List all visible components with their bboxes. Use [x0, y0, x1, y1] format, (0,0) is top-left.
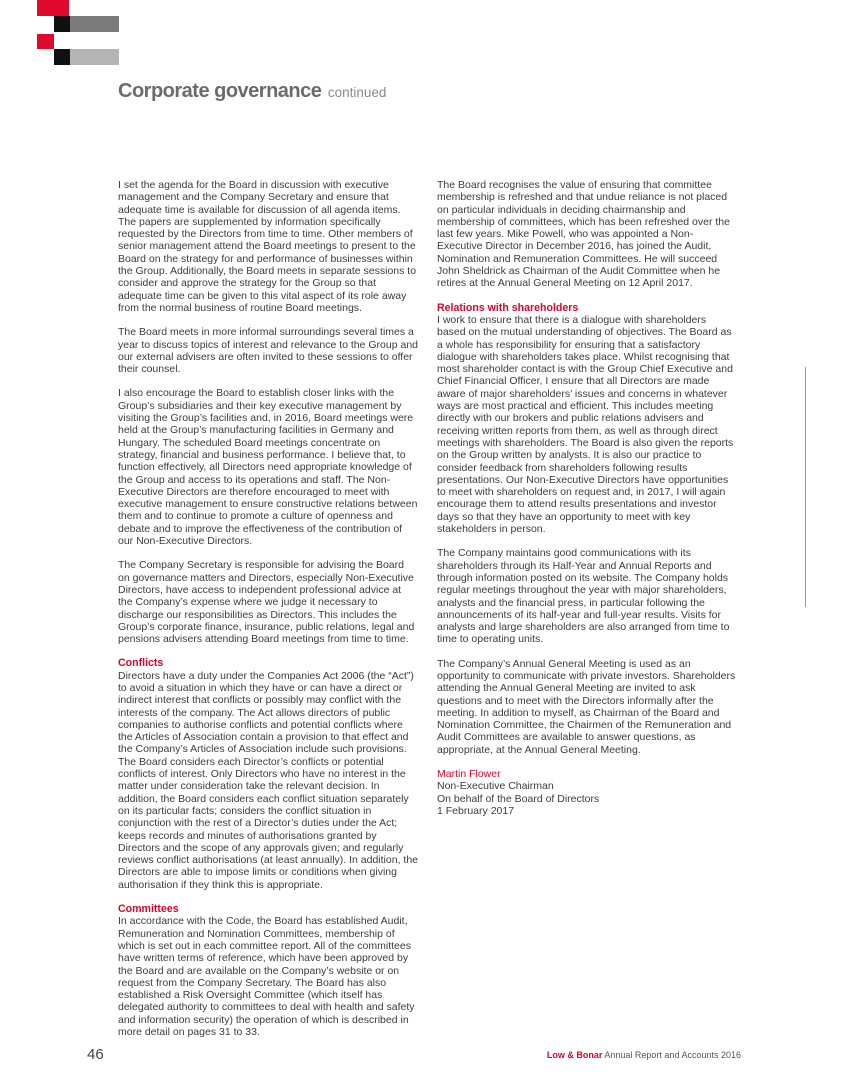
paragraph-committees: In accordance with the Code, the Board has established Audit, Remuneration and Nomination Committees, membership of which is set out in each committee report. All of the committees have written terms of reference, which have been approved by the Board and are available on the Company’s website or on request from the Company Secretary. The Board has also established a Risk Oversight Committee (which itself has delegated authority to committees to deal with health and safety and information security) the operation of which is described in more detail on pages 31 to 33. [118, 915, 415, 1038]
paragraph-informal-meetings: The Board meets in more informal surroundings several times a year to discuss topics of interest and relevance to the Group and our external advisers are often invited to these sessions to offer their counsel. [118, 326, 419, 376]
page-title-subtitle: continued [327, 85, 387, 100]
logo-bar-grey-top [70, 16, 119, 32]
paragraph-company-secretary: The Company Secretary is responsible for advising the Board on governance matters and Directors, especially Non-Executive Directors, have access to independent professional advice at the Company’s expense where we judge it necessary to discharge our responsibilities as Directors. This includes the Group’s corporate finance, insurance, public relations, legal and pensions advisers attending Board meetings from time to time. [118, 559, 415, 646]
logo-bar-grey-bottom [70, 49, 119, 65]
signature-role: Non-Executive Chairman [437, 780, 554, 793]
paragraph-agenda: I set the agenda for the Board in discussion with executive management and the Company Secretary and ensure that adequate time is available for discussion of all agenda items. The papers are supplemented by information specifically requested by the Directors from time to time. Other members of senior management attend the Board meetings to present to the Board on the strategy for and performance of businesses within the Group. Additionally, the Board meets in separate sessions to consider and approve the strategy for the Group so that adequate time can be given to this vital aspect of its role away from the normal business of routine Board meetings. [118, 179, 417, 314]
paragraph-communications: The Company maintains good communications with its shareholders through its Half-Year and Annual Reports and through information posted on its website. The Company holds regular meetings throughout the year with major shareholders, analysts and the financial press, in particular following the announcements of its half-year and full-year results. Visits for analysts and large shareholders are also arranged from time to time to operating units. [437, 547, 730, 646]
footer-report-title [547, 1050, 741, 1060]
footer-brand: Low & Bonar [546, 1050, 603, 1060]
page-title-main: Corporate governance [118, 80, 322, 102]
left-column [118, 179, 418, 1050]
logo-block-red-top [37, 0, 69, 16]
signature-date: 1 February 2017 [437, 804, 515, 817]
section-heading-conflicts: Conflicts [118, 657, 164, 670]
logo-block-red-bottom [37, 34, 54, 49]
paragraph-committee-membership: The Board recognises the value of ensuring that committee membership is refreshed and that undue reliance is not placed on particular individuals in deciding chairmanship and membership of committees, which has been refreshed over the last few years. Mike Powell, who was appointed a Non-Executive Director in December 2016, has joined the Audit, Nomination and Remuneration Committees. He will succeed John Sheldrick as Chairman of the Audit Committee when he retires at the Annual General Meeting on 12 April 2017. [437, 179, 730, 290]
logo-block-black-bottom [54, 49, 70, 65]
paragraph-subsidiary-links: I also encourage the Board to establish closer links with the Group’s subsidiaries and their key executive management by visiting the Group’s facilities and, in 2016, Board meetings were held at the Group’s manufacturing facilities in Germany and Hungary. The scheduled Board meetings concentrate on strategy, financial and business performance. I believe that, to function effectively, all Directors need appropriate knowledge of the Group and access to its operations and staff. The Non-Executive Directors are therefore encouraged to meet with executive management to ensure constructive relations between them and to continue to promote a culture of openness and debate and to improve the effectiveness of the contribution of our Non-Executive Directors. [118, 387, 418, 548]
signature-on-behalf: On behalf of the Board of Directors [437, 792, 600, 805]
paragraph-shareholder-dialogue: I work to ensure that there is a dialogue with shareholders based on the mutual understanding of objectives. The Board as a whole has responsibility for ensuring that a satisfactory dialogue with shareholders takes place. Whilst recognising that most shareholder contact is with the Group Chief Executive and Chief Financial Officer, I ensure that all Directors are made aware of major shareholders’ issues and concerns in whatever ways are most practical and efficient. This includes meeting directly with our brokers and public relations advisers and receiving written reports from them, as well as through direct meetings with shareholders. The Board is also given the reports on the Group written by analysts. It is also our practice to consider feedback from shareholders following results presentations. Our Non-Executive Directors have opportunities to meet with shareholders on request and, in 2017, I will again encourage them to attend results presentations and investor days so that they have an opportunity to meet with key stakeholders in person. [437, 313, 734, 536]
brand-logo-mark [0, 0, 130, 70]
page-number: 46 [87, 1046, 104, 1063]
footer-report-name: Annual Report and Accounts 2016 [604, 1050, 741, 1060]
logo-block-black-top [54, 16, 70, 32]
section-heading-committees: Committees [118, 903, 179, 916]
paragraph-conflicts: Directors have a duty under the Companies Act 2006 (the “Act”) to avoid a situation in which they have or can have a direct or indirect interest that conflicts or possibly may conflict with the interests of the company. The Act allows directors of public companies to authorise conflicts and potential conflicts where the Articles of Association contain a provision to that effect and the Company’s Articles of Association include such provisions. The Board considers each Director’s conflicts or potential conflicts of interest. Only Directors who have no interest in the matter under consideration take the relevant decision. In addition, the Board considers each conflict situation separately on its particular facts; considers the conflict situation in conjunction with the rest of a Director’s duties under the Act; keeps records and minutes of authorisations granted by Directors and the scope of any approvals given; and regularly reviews conflict authorisations (at least annually). In addition, the Directors are able to impose limits or conditions when giving authorisation if they think this is appropriate. [118, 669, 418, 891]
paragraph-agm: The Company’s Annual General Meeting is used as an opportunity to communicate with private investors. Shareholders attending the Annual General Meeting are invited to ask questions and to meet with the Directors informally after the meeting. In addition to myself, as Chairman of the Board and Nomination Committee, the Chairmen of the Remuneration and Audit Committees are available to answer questions, as appropriate, at the Annual General Meeting. [437, 657, 736, 756]
section-heading-shareholders: Relations with shareholders [437, 301, 579, 314]
page-title [118, 80, 386, 103]
signature-block [437, 768, 737, 817]
margin-rule [805, 367, 806, 607]
right-column [437, 179, 737, 817]
signature-name: Martin Flower [437, 768, 501, 781]
